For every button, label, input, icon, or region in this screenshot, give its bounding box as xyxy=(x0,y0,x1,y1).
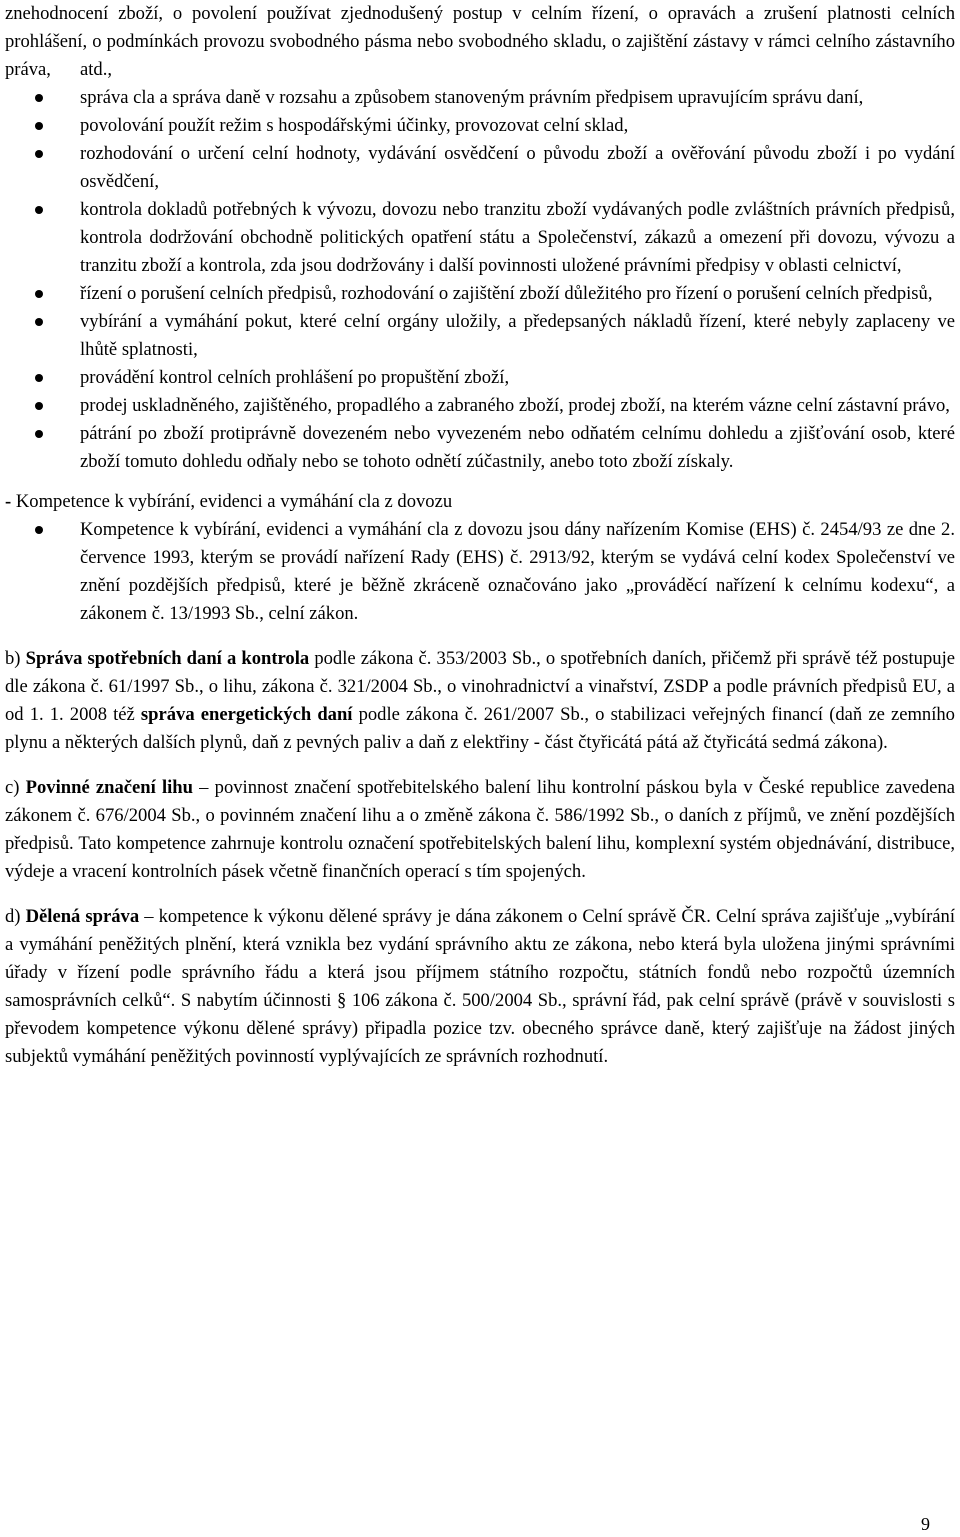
bullet-icon xyxy=(35,318,43,326)
customs-list xyxy=(5,516,955,628)
section-d xyxy=(5,903,955,1071)
list-item: správa cla a správa daně v rozsahu a způsobem stanoveným právním předpisem upravujícím správu daní, xyxy=(5,84,955,112)
page-number: 9 xyxy=(921,1514,930,1534)
section-d-text: – kompetence k výkonu dělené správy je dána zákonem o Celní správě ČR. Celní správa zajišťuje „vybírání a vymáhání peněžitých plnění, která vznikla bez vydání správního aktu ze zákona, nebo která byla uložena jinými správními úřady v řízení podle správního řádu a která jsou příjmem státního rozpočtu, státních fondů nebo rozpočtů územních samosprávních celků“. S nabytím účinnosti § 106 zákona č. 500/2004 Sb., správní řád, pak celní správě (právě v souvislosti s převodem kompetence výkonu dělené správy) připadla pozice tzv. obecného správce daně, který zajišťuje na žádost jiných subjektů vymáhání peněžitých povinností vyplývajících ze správních rozhodnutí. xyxy=(5,906,955,1067)
competence-list xyxy=(5,56,955,476)
bullet-icon xyxy=(35,122,43,130)
section-c-text: – povinnost značení spotřebitelského balení lihu kontrolní páskou byla v České republice zavedena zákonem č. 676/2004 Sb., o povinném značení lihu a o změně zákona č. 586/1992 Sb., o daních z příjmů, ve znění pozdějších předpisů. Tato kompetence zahrnuje kontrolu označení spotřebitelských balení lihu, komplexní systém objednávání, distribuce, výdeje a vracení kontrolních pásek včetně finančních operací s tím spojených. xyxy=(5,777,955,882)
customs-heading xyxy=(5,488,955,516)
section-b-prefix: b) xyxy=(5,648,21,669)
section-c xyxy=(5,774,955,886)
section-c-title: Povinné značení lihu xyxy=(25,777,193,798)
list-item: vybírání a vymáhání pokut, které celní orgány uložily, a předepsaných nákladů řízení, které nebyly zaplaceny ve lhůtě splatnosti, xyxy=(5,308,955,364)
section-b-title2: správa energetických daní xyxy=(140,704,353,725)
section-b-text2: podle zákona č. 261/2007 Sb., o stabilizaci veřejných financí (daň ze zemního plynu a některých dalších plynů, daň z pevných paliv a daň z elektřiny - část čtyřicátá pátá až čtyřicátá sedmá zákona). xyxy=(5,704,955,753)
list-item xyxy=(5,56,955,84)
list-item: pátrání po zboží protiprávně dovezeném nebo vyvezeném nebo odňatém celnímu dohledu a zjišťování osob, které zboží tomuto dohledu odňaly nebo se tohoto odnětí zúčastnily, anebo toto zboží získaly. xyxy=(5,420,955,476)
section-d-title: Dělená správa xyxy=(25,906,140,927)
list-item: řízení o porušení celních předpisů, rozhodování o zajištění zboží důležitého pro řízení o porušení celních předpisů, xyxy=(5,280,955,308)
list-item: prodej uskladněného, zajištěného, propadlého a zabraného zboží, prodej zboží, na kterém vázne celní zástavní právo, xyxy=(5,392,955,420)
intro-tail-text: atd., xyxy=(80,59,113,80)
bullet-icon xyxy=(35,290,43,298)
list-item: Kompetence k vybírání, evidenci a vymáhání cla z dovozu jsou dány nařízením Komise (EHS) č. 2454/93 ze dne 2. července 1993, kterým se provádí nařízení Rady (EHS) č. 2913/92, kterým se vydává celní kodex Společenství ve znění pozdějších předpisů, které je běžně zkráceně označováno jako „prováděcí nařízení k celnímu kodexu“, a zákonem č. 13/1993 Sb., celní zákon. xyxy=(5,516,955,628)
intro-text: znehodnocení zboží, o povolení používat zjednodušený postup v celním řízení, o opravách a zrušení platnosti celních prohlášení, o podmínkách provozu svobodného pásma nebo svobodného skladu, o zajištění zástavy v rámci celního zástavního práva, xyxy=(5,3,955,80)
bullet-icon xyxy=(35,430,43,438)
document-body xyxy=(5,0,955,1071)
list-item: kontrola dokladů potřebných k vývozu, dovozu nebo tranzitu zboží vydávaných podle zvláštních právních předpisů, kontrola dodržování obchodně politických opatření státu a Společenství, zákazů a omezení při dovozu, vývozu a tranzitu zboží a kontrola, zda jsou dodržovány i další povinnosti uložené právními předpisy v oblasti celnictví, xyxy=(5,196,955,280)
list-item: rozhodování o určení celní hodnoty, vydávání osvědčení o původu zboží a ověřování původu zboží i po vydání osvědčení, xyxy=(5,140,955,196)
bullet-icon xyxy=(35,94,43,102)
section-b-title: Správa spotřebních daní a kontrola xyxy=(25,648,310,669)
dash-marker: - xyxy=(5,491,12,512)
bullet-icon xyxy=(35,374,43,382)
bullet-icon xyxy=(35,526,43,534)
bullet-icon xyxy=(35,150,43,158)
customs-heading-text: Kompetence k vybírání, evidenci a vymáhání cla z dovozu xyxy=(15,491,453,512)
section-b xyxy=(5,645,955,757)
section-b-text: podle zákona č. 353/2003 Sb., o spotřebních daních, přičemž při správě též postupuje dle zákona č. 61/1997 Sb., o lihu, zákona č. 321/2004 Sb., o vinohradnictví a vinařství, ZSDP a podle právních předpisů EU, a od 1. 1. 2008 též xyxy=(5,648,955,725)
list-item: povolování použít režim s hospodářskými účinky, provozovat celní sklad, xyxy=(5,112,955,140)
bullet-icon xyxy=(35,206,43,214)
section-d-prefix: d) xyxy=(5,906,21,927)
section-c-prefix: c) xyxy=(5,777,20,798)
list-item: provádění kontrol celních prohlášení po propuštění zboží, xyxy=(5,364,955,392)
bullet-icon xyxy=(35,402,43,410)
